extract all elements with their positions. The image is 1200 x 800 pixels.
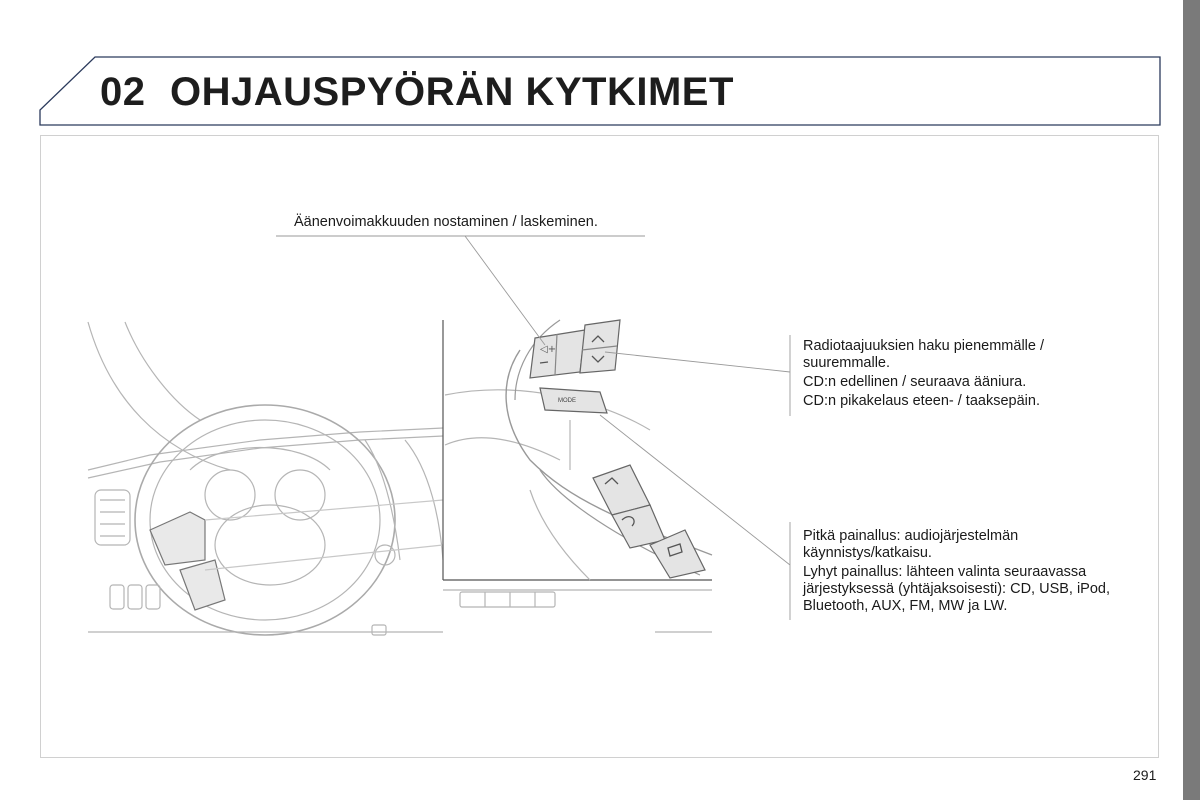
svg-text:◁+: ◁+ <box>540 344 557 355</box>
chapter-number: 02 <box>100 70 146 114</box>
page-number: 291 <box>1133 767 1157 783</box>
controls-zoom-panel <box>443 320 712 632</box>
callout-tuning-line: Radiotaajuuksien haku pienemmälle / suuremmalle. <box>803 338 1045 371</box>
callout-tuning-line: CD:n edellinen / seuraava ääniura. <box>803 374 1027 390</box>
page-title: OHJAUSPYÖRÄN KYTKIMET <box>170 70 734 114</box>
callout-mode-line: Pitkä painallus: audiojärjestelmän käynnistys/katkaisu. <box>803 528 1019 561</box>
callout-tuning-line: CD:n pikakelaus eteen- / taaksepäin. <box>803 393 1040 409</box>
mode-button-label: MODE <box>558 398 576 404</box>
callout-mode <box>803 528 1133 617</box>
callout-tuning <box>803 338 1123 412</box>
callout-volume: Äänenvoimakkuuden nostaminen / laskeminen. <box>294 214 598 230</box>
callout-mode-line: Lyhyt painallus: lähteen valinta seuraavassa järjestyksessä (yhtäjaksoisesti): CD, USB, iPod, Bluetooth, AUX, FM, MW ja LW. <box>803 564 1111 614</box>
dashboard-overview <box>88 322 443 635</box>
